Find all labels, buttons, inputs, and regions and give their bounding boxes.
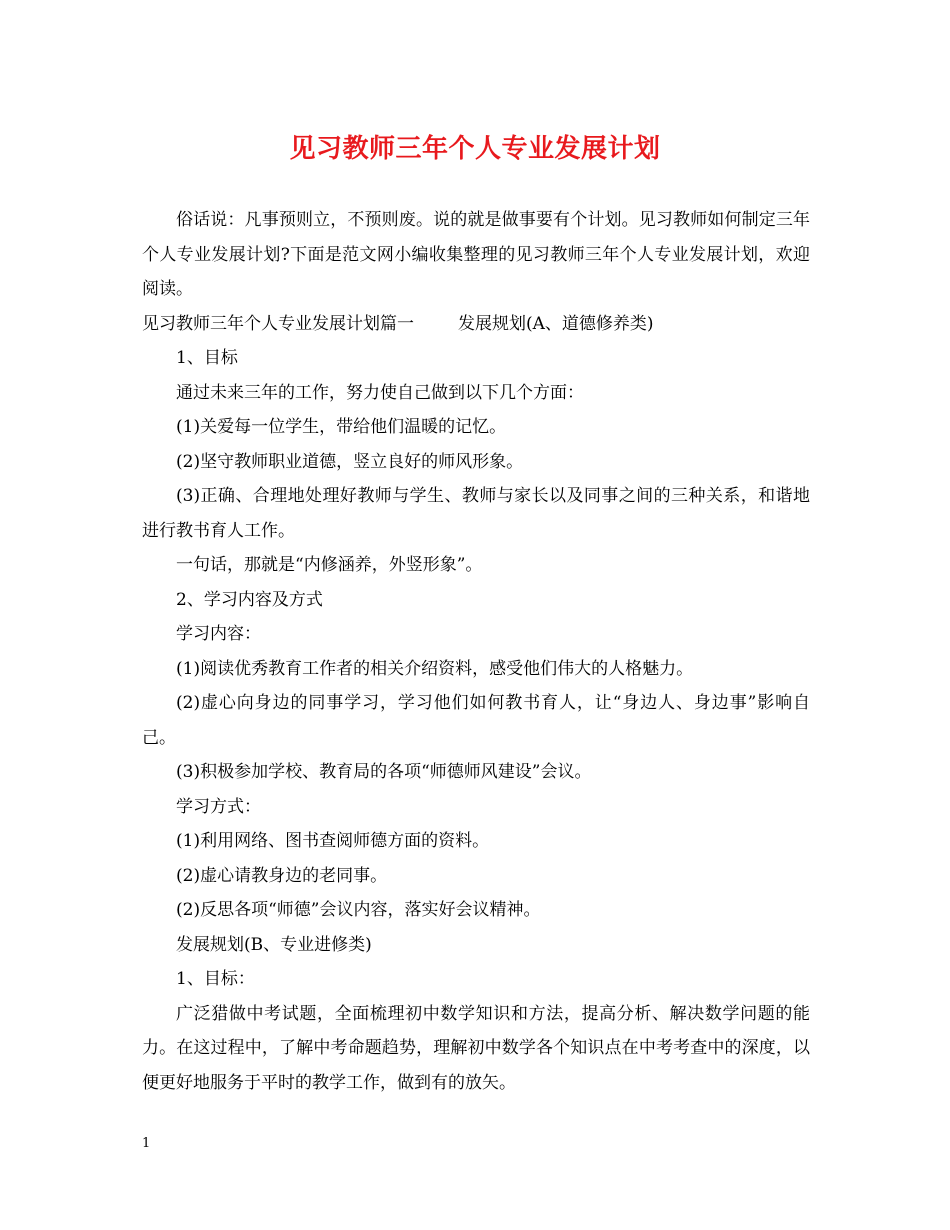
paragraph-plan-b-heading: 发展规划(B、专业进修类)	[176, 934, 372, 955]
section-heading-text: 见习教师三年个人专业发展计划篇一	[142, 313, 414, 334]
section-heading-subtitle: 发展规划(A、道德修养类)	[458, 313, 654, 334]
paragraph: (2)虚心向身边的同事学习，学习他们如何教书育人，让“身边人、身边事”影响自己。	[142, 693, 810, 748]
paragraph: (3)正确、合理地处理好教师与学生、教师与家长以及同事之间的三种关系，和谐地进行教书育人工作。	[142, 486, 810, 541]
paragraph: 学习内容：	[176, 624, 261, 644]
paragraph-goal-heading: 1、目标	[176, 348, 238, 368]
paragraph: (2)坚守教师职业道德，竖立良好的师风形象。	[176, 451, 524, 472]
paragraph-section-heading	[142, 307, 810, 342]
paragraph-study-heading: 2、学习内容及方式	[176, 589, 323, 610]
paragraph: (3)积极参加学校、教育局的各项“师德师风建设”会议。	[176, 762, 592, 782]
document-title: 见习教师三年个人专业发展计划	[289, 134, 661, 164]
paragraph: (1)利用网络、图书查阅师德方面的资料。	[176, 831, 490, 851]
paragraph: (1)关爱每一位学生，带给他们温暖的记忆。	[176, 417, 507, 437]
document-body	[142, 203, 810, 1100]
paragraph: 学习方式：	[176, 796, 261, 817]
paragraph: 通过未来三年的工作，努力使自己做到以下几个方面：	[176, 382, 584, 403]
paragraph: 广泛猎做中考试题，全面梳理初中数学知识和方法，提高分析、解决数学问题的能力。在这过程中，了解中考命题趋势，理解初中数学各个知识点在中考考查中的深度，以便更好地服务于平时的教学工作，做到有的放矢。	[142, 1003, 810, 1093]
paragraph: (2)反思各项“师德”会议内容，落实好会议精神。	[176, 900, 541, 920]
paragraph: 一句话，那就是“内修涵养，外竖形象”。	[176, 555, 483, 575]
paragraph-intro: 俗话说：凡事预则立，不预则废。说的就是做事要有个计划。见习教师如何制定三年个人专业发展计划?下面是范文网小编收集整理的见习教师三年个人专业发展计划，欢迎阅读。	[142, 210, 810, 299]
paragraph: 1、目标：	[176, 969, 255, 989]
page-number: 1	[142, 1136, 151, 1151]
paragraph: (1)阅读优秀教育工作者的相关介绍资料，感受他们伟大的人格魅力。	[176, 658, 694, 679]
paragraph: (2)虚心请教身边的老同事。	[176, 865, 388, 886]
